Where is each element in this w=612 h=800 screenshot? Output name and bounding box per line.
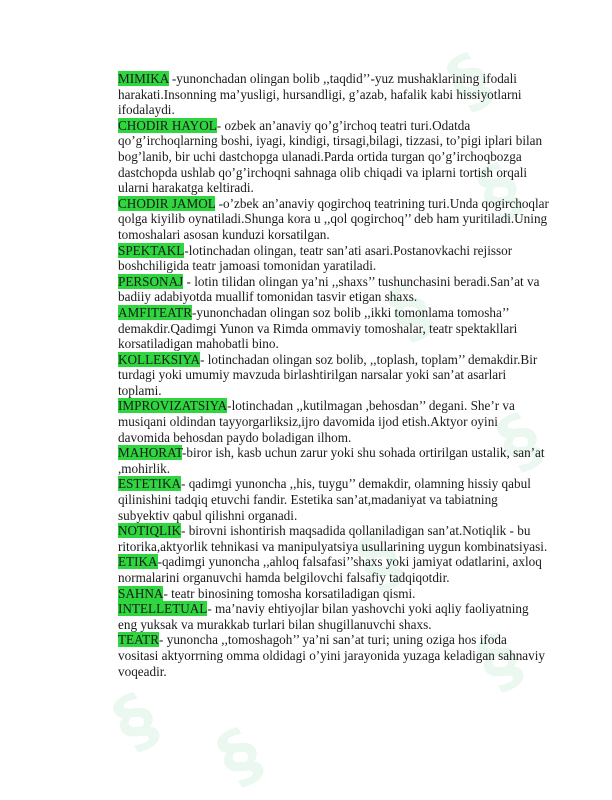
glossary-term: KOLLEKSIYA xyxy=(118,351,201,367)
glossary-definition: -o’zbek an’anaviy qogirchoq teatrining turi.Unda qogirchoqlar qolga kiyilib oynatiladi.Shunga kora u ,,qol qogirchoq’’ deb ham yuritiladi.Uning tomoshalari asosan kunduzi korsatilgan. xyxy=(118,195,549,242)
glossary-definition: - lotinchadan olingan soz bolib, ,,toplash, toplam’’ demakdir.Bir turdagi yoki umumiy mavzuda birlashtirilgan narsalar yoki san’at asarlari toplami. xyxy=(118,351,538,398)
watermark-mark: § xyxy=(483,396,556,486)
glossary-entry xyxy=(118,398,550,445)
watermark-mark: § xyxy=(463,616,536,706)
watermark-mark: § xyxy=(433,36,506,126)
watermark-mark: § xyxy=(373,266,446,356)
glossary-entry xyxy=(118,632,550,679)
glossary-definition: - ma’naviy ehtiyojlar bilan yashovchi yoki aqliy faoliyatning eng yuksak va murakkab turlari bilan shugillanuvchi shaxs. xyxy=(118,601,529,632)
watermark-mark: § xyxy=(343,516,416,606)
glossary-entry xyxy=(118,274,550,305)
glossary-term: ETIKA xyxy=(118,554,158,570)
glossary-term: SAHNA xyxy=(118,585,164,601)
watermark-mark: § xyxy=(99,676,172,766)
glossary-entry xyxy=(118,476,550,523)
glossary-entry xyxy=(118,243,550,274)
glossary-definition: - birovni ishontirish maqsadida qollaniladigan san’at.Notiqlik - bu ritorika,aktyorlik tehnikasi va manipulyatsiya usullarining uygun kombinatsiyasi. xyxy=(118,523,548,554)
glossary-definition: - ozbek an’anaviy qo’g’irchoq teatri turi.Odatda qo’g’irchoqlarning boshi, iyagi, kindigi, tirsagi,bilagi, tizzasi, to’pigi iplari bilan bog’lanib, bir uchi dastchopga ulanadi.Parda ortida turgan qo’g’irchoqbozga dastchopda ushlab qo’g’irchoqni sahnaga olib chiqadi va iplarni tortish orqali ularni harakatga keltiradi. xyxy=(118,117,543,196)
glossary-definition: -biror ish, kasb uchun zarur yoki shu sohada ortirilgan ustalik, san’at ,mohirlik. xyxy=(118,445,545,476)
glossary-entry xyxy=(118,586,550,602)
glossary-text xyxy=(118,71,550,679)
glossary-term: NOTIQLIK xyxy=(118,523,181,539)
glossary-definition: -yunonchadan olingan bolib ,,taqdid’’-yuz mushaklarining ifodali harakati.Insonning ma’yusligi, hursandligi, g’azab, hafalik kabi hissiyotlarni ifodalaydi. xyxy=(118,71,522,118)
glossary-term: MAHORAT xyxy=(118,445,182,461)
glossary-term: PERSONAJ xyxy=(118,273,184,289)
glossary-entry xyxy=(118,445,550,476)
glossary-entry xyxy=(118,71,550,118)
glossary-term: MIMIKA xyxy=(118,71,169,86)
glossary-term: SPEKTAKL xyxy=(118,242,185,258)
glossary-definition: -lotinchadan olingan, teatr san’ati asari.Postanovkachi rejissor boshchiligida teatr jamoasi tomonidan yaratiladi. xyxy=(118,242,513,274)
glossary-term: INTELLETUAL xyxy=(118,601,208,617)
glossary-term: AMFITEATR xyxy=(118,304,192,320)
glossary-definition: -lotinchadan ,,kutilmagan ,behosdan’’ degani. She’r va musiqani oldindan tayyorgarliksiz,ijro davomida ijod etish.Aktyor oyini davomida behosdan paydo boladigan ilhom. xyxy=(118,398,515,445)
glossary-definition: -qadimgi yunoncha ,,ahloq falsafasi’’shaxs yoki jamiyat odatlarini, axloq normalarini organuvchi hamda belgilovchi falsafiy tadqiqotdir. xyxy=(118,554,542,585)
watermark-mark: § xyxy=(203,711,276,800)
glossary-definition: - qadimgi yunoncha ,,his, tuygu’’ demakdir, olamning hissiy qabul qilinishini tadqiq etuvchi fandir. Estetika san’at,madaniyat va tabiatning subyektiv qabul qilishni organadi. xyxy=(118,476,531,523)
glossary-entry xyxy=(118,523,550,554)
glossary-term: TEATR xyxy=(118,632,160,648)
glossary-term: CHODIR HAYOL xyxy=(118,117,217,133)
glossary-entry xyxy=(118,305,550,352)
glossary-entry xyxy=(118,601,550,632)
glossary-entry xyxy=(118,118,550,196)
glossary-term: IMPROVIZATSIYA xyxy=(118,398,228,414)
glossary-entry xyxy=(118,554,550,585)
glossary-entry xyxy=(118,196,550,243)
watermark-mark: § xyxy=(463,146,536,236)
glossary-definition: - teatr binosining tomosha korsatiladigan qismi. xyxy=(163,585,416,601)
glossary-definition: -yunonchadan olingan soz bolib ,,ikki tomonlama tomosha’’ demakdir.Qadimgi Yunon va Rimda ommaviy tomoshalar, teatr spektakllari korsatiladigan mahobatli bino. xyxy=(118,304,518,352)
glossary-term: ESTETIKA xyxy=(118,476,181,492)
glossary-definition: - yunoncha ,,tomoshagoh’’ ya’ni san’at turi; uning oziga hos ifoda vositasi aktyorrning omma oldidagi o’yini jarayonida yuzaga keladigan sahnaviy voqeadir. xyxy=(118,632,546,679)
glossary-entry xyxy=(118,352,550,399)
glossary-definition: - lotin tilidan olingan ya’ni ,,shaxs’’ tushunchasini beradi.San’at va badiiy adabiyotda muallif tomonidan tasvir etigan shaxs. xyxy=(118,273,540,305)
glossary-term: CHODIR JAMOL xyxy=(118,195,216,211)
